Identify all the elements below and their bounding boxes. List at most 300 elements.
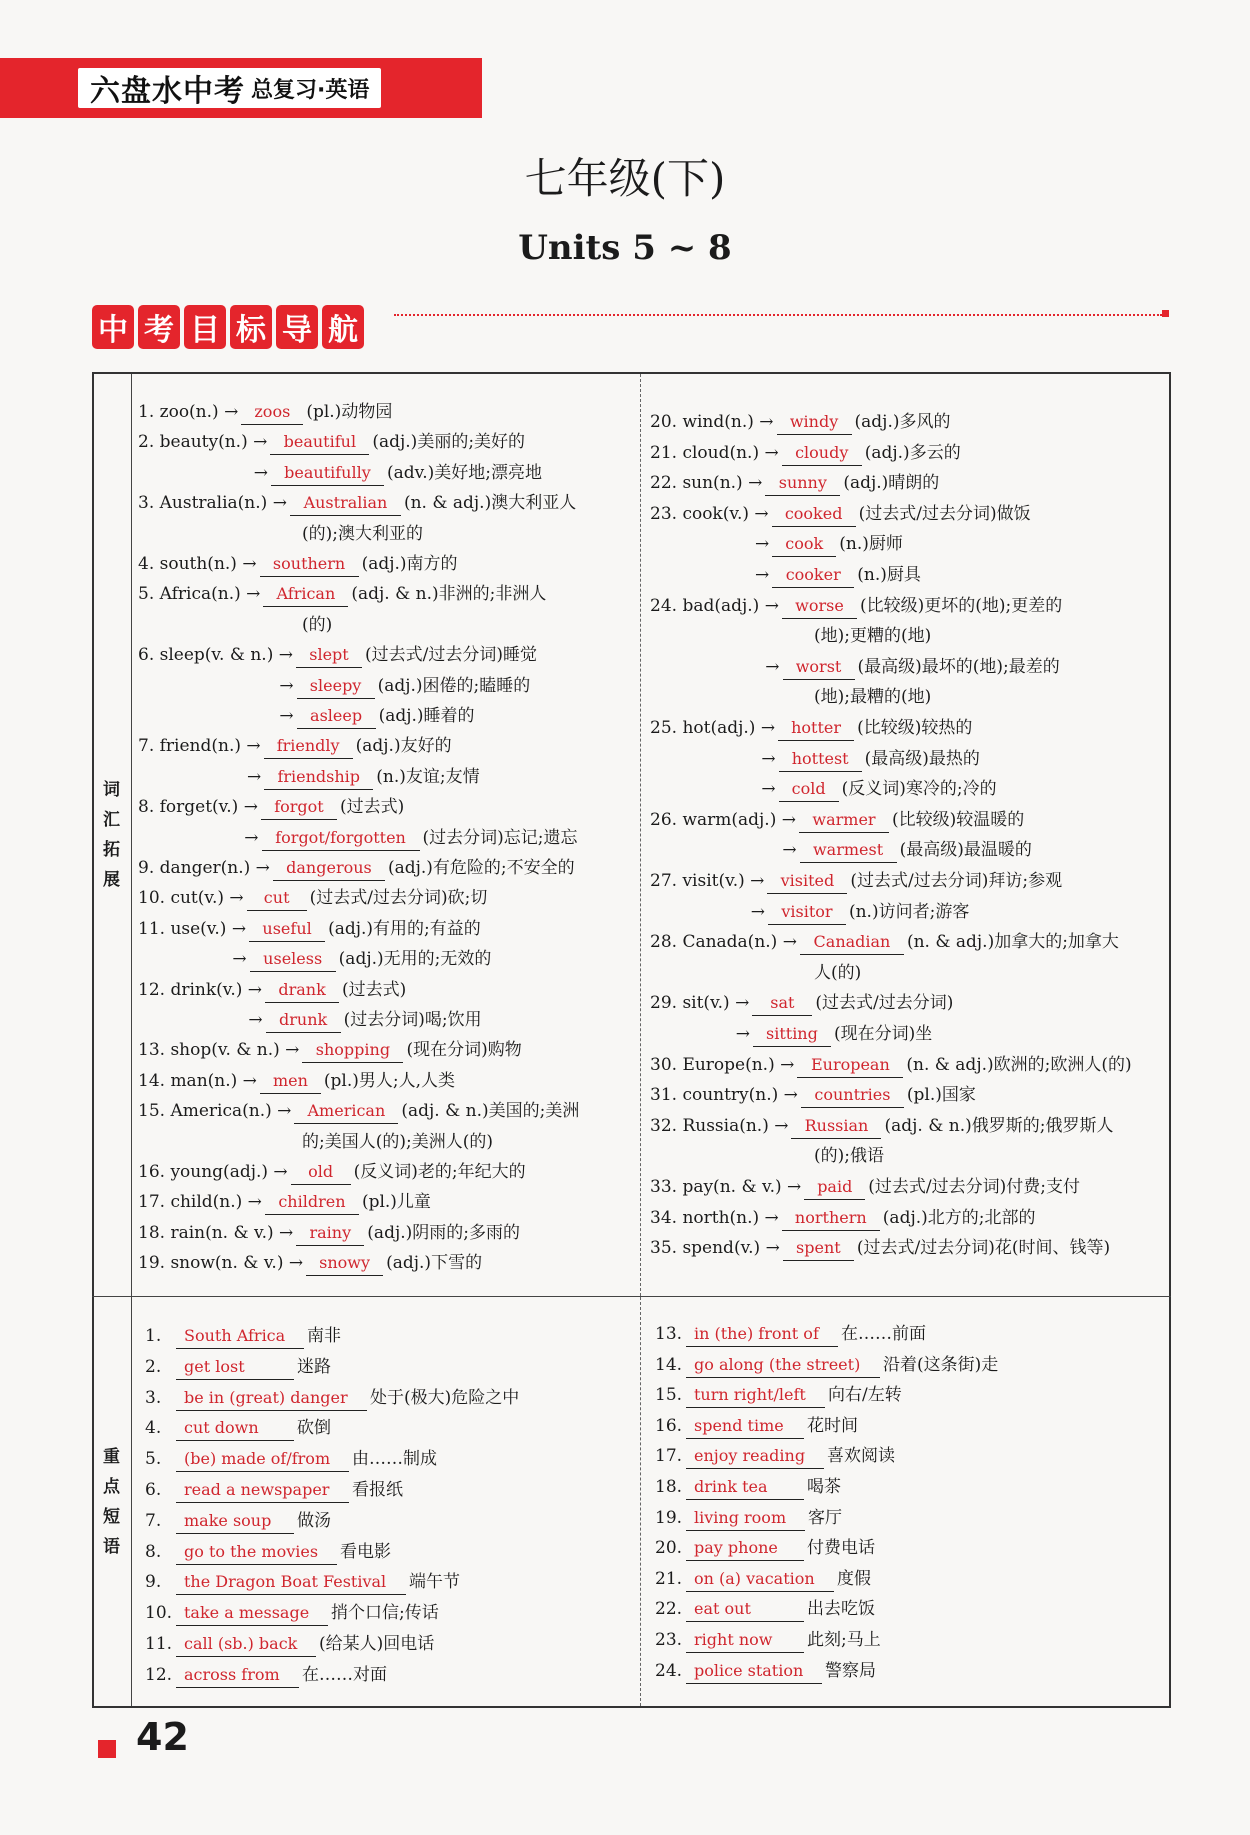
vocab-column-divider: [640, 374, 641, 1296]
vocab-answer: friendship: [264, 765, 373, 790]
vocab-prompt: 2. beauty(n.) →: [138, 432, 268, 453]
phrase-number: 19.: [655, 1507, 683, 1528]
vocab-entry: [244, 826, 577, 851]
phrase-meaning: 看电影: [340, 1541, 391, 1562]
vocab-entry: [138, 856, 575, 881]
vocab-answer: shopping: [302, 1038, 403, 1063]
phrase-entry: [145, 1478, 403, 1503]
vocab-answer: snowy: [306, 1251, 383, 1276]
vocab-entry: [765, 655, 1060, 680]
vocab-answer: men: [260, 1069, 321, 1094]
phrase-answer: in (the) front of: [686, 1322, 838, 1347]
phrase-meaning: 端午节: [409, 1572, 460, 1593]
phrase-number: 6.: [145, 1480, 162, 1500]
vocab-entry: [138, 400, 392, 425]
vocab-answer: friendly: [264, 734, 353, 759]
vocab-meaning: (过去式/过去分词)做饭: [858, 503, 1031, 524]
vocab-meaning: (n.)厨师: [839, 534, 903, 555]
vocab-entry: [814, 961, 861, 985]
vocab-meaning: 的;美国人(的);美洲人(的): [302, 1131, 493, 1152]
vocab-entry: [138, 978, 406, 1003]
vocab-meaning: (比较级)更坏的(地);更差的: [859, 595, 1063, 616]
phrase-meaning: (给某人)回电话: [319, 1634, 435, 1654]
vocab-entry: [650, 1053, 1132, 1078]
phrase-entry: [145, 1386, 519, 1411]
phrase-number: 14.: [655, 1354, 683, 1375]
vocab-meaning: (pl.)动物园: [306, 402, 393, 422]
vocab-entry: [279, 674, 530, 699]
vocab-prompt: 5. Africa(n.) →: [138, 584, 261, 605]
phrase-answer: spend time: [686, 1414, 804, 1439]
vocab-meaning: (adj.)北方的;北部的: [882, 1207, 1036, 1228]
vocab-answer: visited: [767, 869, 847, 894]
vocab-meaning: (adj.)困倦的;瞌睡的: [377, 675, 531, 696]
vocab-entry: [302, 1130, 493, 1154]
vocab-answer: useless: [250, 947, 336, 972]
vocab-section-label: [92, 374, 132, 1296]
vocab-entry: [650, 1083, 976, 1108]
vocab-answer: worst: [783, 655, 855, 680]
phrase-answer: turn right/left: [686, 1383, 825, 1408]
phrase-entry: [655, 1628, 881, 1653]
vocab-meaning: (的);俄语: [814, 1146, 884, 1167]
vocab-meaning: (n.)友谊;友情: [376, 766, 480, 787]
vocab-meaning: (地);最糟的(地): [814, 687, 932, 708]
brand-main: 六盘水中考: [90, 74, 245, 109]
phrase-entry: [145, 1601, 439, 1626]
phrase-answer: (be) made of/from: [176, 1447, 349, 1472]
vocab-prompt: →: [765, 656, 780, 677]
phrase-number: 20.: [655, 1538, 683, 1559]
phrase-number: 1.: [145, 1326, 162, 1346]
phrase-entry: [655, 1444, 895, 1469]
vocab-meaning: (现在分词)坐: [833, 1024, 933, 1044]
phrase-number: 21.: [655, 1568, 683, 1589]
vocab-entry: [138, 582, 546, 607]
vocab-answer: cooked: [772, 502, 856, 527]
vocab-entry: [138, 1221, 520, 1246]
vocab-meaning: (过去式/过去分词)付费;支付: [868, 1177, 1080, 1197]
vocab-meaning: (pl.)国家: [906, 1085, 976, 1106]
phrase-column-divider: [640, 1297, 641, 1706]
vocab-answer: African: [263, 582, 348, 607]
label-char: 语: [103, 1536, 120, 1557]
phrase-answer: on (a) vacation: [686, 1567, 834, 1592]
phrase-answer: go to the movies: [176, 1540, 337, 1565]
vocab-answer: sleepy: [297, 674, 375, 699]
vocab-entry: [650, 991, 953, 1016]
phrase-answer: get lost: [176, 1355, 294, 1380]
phrase-section-label: [92, 1297, 132, 1706]
phrase-answer: make soup: [176, 1509, 294, 1534]
phrase-number: 15.: [655, 1385, 683, 1406]
vocab-meaning: (adj.)多风的: [854, 412, 951, 432]
phrase-meaning: 度假: [837, 1568, 871, 1589]
vocab-prompt: 24. bad(adj.) →: [650, 595, 779, 616]
phrase-meaning: 付费电话: [807, 1538, 875, 1559]
vocab-answer: northern: [782, 1206, 880, 1231]
vocab-prompt: 22. sun(n.) →: [650, 473, 763, 494]
vocab-entry: [302, 613, 332, 637]
heading-rule-end: [1162, 310, 1169, 317]
vocab-entry: [782, 838, 1032, 863]
vocab-meaning: (adj. & n.)俄罗斯的;俄罗斯人: [884, 1115, 1114, 1136]
vocab-meaning: (n. & adj.)加拿大的;加拿大: [906, 932, 1119, 953]
phrase-entry: [655, 1414, 858, 1439]
vocab-prompt: 3. Australia(n.) →: [138, 493, 287, 514]
phrase-answer: be in (great) danger: [176, 1386, 367, 1411]
vocab-answer: Australian: [290, 491, 401, 516]
vocab-meaning: (的);澳大利亚的: [302, 523, 423, 544]
vocab-entry: [138, 1069, 455, 1094]
vocab-meaning: (adj.)无用的;无效的: [338, 949, 492, 970]
vocab-entry: [138, 1160, 526, 1185]
vocab-entry: [138, 643, 537, 668]
page-number-marker: [98, 1740, 116, 1758]
vocab-answer: cooker: [772, 563, 854, 588]
section-heading-char: 中: [92, 305, 134, 349]
vocab-meaning: (现在分词)购物: [406, 1040, 522, 1061]
vocab-meaning: (pl.)男人;人,人类: [323, 1070, 456, 1091]
phrase-number: 3.: [145, 1387, 162, 1408]
vocab-entry: [650, 808, 1024, 833]
vocab-entry: [138, 1251, 482, 1276]
vocab-answer: children: [265, 1190, 359, 1215]
section-divider: [92, 1296, 1171, 1297]
phrase-meaning: 喜欢阅读: [827, 1446, 895, 1467]
vocab-answer: windy: [777, 410, 852, 435]
section-heading: [92, 305, 364, 349]
brand-sub: 总复习·英语: [251, 77, 370, 103]
page-subtitle: Units 5 ~ 8: [518, 228, 732, 268]
vocab-prompt: →: [754, 565, 770, 585]
phrase-number: 23.: [655, 1630, 683, 1650]
vocab-prompt: →: [761, 748, 776, 769]
vocab-entry: [650, 594, 1062, 619]
vocab-answer: slept: [296, 643, 362, 668]
vocab-meaning: (过去式/过去分词)砍;切: [309, 888, 488, 909]
vocab-prompt: →: [279, 706, 294, 726]
vocab-entry: [254, 461, 542, 486]
phrase-answer: living room: [686, 1506, 805, 1531]
vocab-prompt: 21. cloud(n.) →: [650, 442, 779, 463]
vocab-entry: [232, 947, 491, 972]
vocab-prompt: →: [735, 1024, 750, 1044]
vocab-prompt: 33. pay(n. & v.) →: [650, 1177, 802, 1197]
vocab-meaning: (n. & adj.)欧洲的;欧洲人(的): [906, 1054, 1132, 1075]
vocab-prompt: 31. country(n.) →: [650, 1085, 798, 1106]
vocab-meaning: (过去式): [339, 797, 405, 818]
phrase-answer: read a newspaper: [176, 1478, 349, 1503]
vocab-prompt: 4. south(n.) →: [138, 554, 257, 574]
phrase-meaning: 客厅: [808, 1507, 842, 1528]
vocab-prompt: 7. friend(n.) →: [138, 736, 261, 757]
page-title: 七年级(下): [524, 154, 726, 203]
vocab-entry: [138, 552, 458, 577]
vocab-answer: warmest: [800, 838, 897, 863]
vocab-prompt: 16. young(adj.) →: [138, 1162, 288, 1182]
vocab-prompt: 35. spend(v.) →: [650, 1238, 780, 1259]
vocab-entry: [650, 716, 972, 741]
vocab-answer: rainy: [296, 1221, 364, 1246]
label-char: 展: [103, 870, 120, 890]
vocab-answer: southern: [260, 552, 359, 577]
label-char: 重: [103, 1446, 120, 1467]
label-char: 汇: [103, 810, 120, 830]
vocab-answer: paid: [804, 1175, 865, 1200]
vocab-prompt: →: [782, 840, 797, 861]
vocab-answer: zoos: [241, 400, 303, 425]
vocab-entry: [755, 532, 903, 557]
brand-box: [78, 68, 381, 108]
vocab-prompt: 18. rain(n. & v.) →: [138, 1222, 294, 1243]
phrase-number: 11.: [145, 1634, 173, 1654]
vocab-answer: cook: [772, 532, 836, 557]
vocab-entry: [650, 1236, 1110, 1261]
vocab-answer: drunk: [266, 1008, 341, 1033]
vocab-answer: European: [797, 1053, 903, 1078]
vocab-answer: countries: [801, 1083, 904, 1108]
phrase-entry: [655, 1353, 998, 1378]
phrase-answer: across from: [176, 1663, 299, 1688]
vocab-meaning: (adj.)有危险的;不安全的: [387, 858, 575, 878]
vocab-entry: [650, 502, 1031, 527]
vocab-meaning: (过去式): [342, 979, 407, 1000]
phrase-meaning: 在……对面: [302, 1664, 387, 1685]
phrase-entry: [145, 1540, 391, 1565]
vocab-meaning: (过去式/过去分词)睡觉: [364, 645, 537, 666]
phrase-number: 18.: [655, 1477, 683, 1497]
vocab-prompt: 13. shop(v. & n.) →: [138, 1040, 300, 1061]
phrase-entry: [145, 1509, 331, 1534]
vocab-prompt: 1. zoo(n.) →: [138, 402, 239, 422]
vocab-entry: [138, 734, 452, 759]
vocab-prompt: 27. visit(v.) →: [650, 871, 765, 891]
vocab-prompt: 8. forget(v.) →: [138, 797, 258, 818]
vocab-entry: [138, 1099, 579, 1124]
phrase-meaning: 警察局: [825, 1660, 876, 1681]
vocab-entry: [247, 765, 480, 790]
vocab-prompt: 34. north(n.) →: [650, 1207, 779, 1228]
vocab-entry: [736, 1022, 933, 1047]
vocab-prompt: →: [754, 534, 770, 555]
vocab-answer: cold: [779, 777, 839, 802]
label-char: 词: [103, 780, 120, 800]
vocab-prompt: 30. Europe(n.) →: [650, 1054, 795, 1075]
vocab-answer: forgot/forgotten: [262, 826, 420, 851]
vocab-prompt: 9. danger(n.) →: [138, 858, 270, 878]
vocab-prompt: 20. wind(n.) →: [650, 412, 774, 432]
phrase-meaning: 看报纸: [352, 1480, 403, 1500]
vocab-meaning: (最高级)最坏的(地);最差的: [857, 656, 1060, 677]
vocab-prompt: 6. sleep(v. & n.) →: [138, 645, 293, 666]
vocab-answer: hottest: [779, 747, 862, 772]
phrase-answer: the Dragon Boat Festival: [176, 1570, 406, 1595]
vocab-answer: cut: [247, 886, 307, 911]
phrase-entry: [145, 1416, 331, 1441]
phrase-answer: police station: [686, 1659, 822, 1684]
vocab-answer: warmer: [799, 808, 889, 833]
vocab-answer: cloudy: [782, 441, 862, 466]
vocab-meaning: (adj.)友好的: [355, 736, 452, 757]
vocab-meaning: (的): [302, 614, 333, 635]
phrase-number: 22.: [655, 1599, 683, 1620]
vocab-prompt: 23. cook(v.) →: [650, 503, 769, 524]
phrase-meaning: 处于(极大)危险之中: [370, 1387, 520, 1408]
vocab-meaning: (n.)访问者;游客: [848, 901, 970, 922]
phrase-entry: [655, 1659, 876, 1684]
phrase-entry: [655, 1383, 902, 1408]
phrase-number: 17.: [655, 1446, 683, 1467]
vocab-answer: sat: [752, 991, 812, 1016]
phrase-meaning: 沿着(这条街)走: [883, 1354, 999, 1375]
vocab-prompt: →: [248, 1010, 263, 1030]
vocab-prompt: →: [750, 901, 765, 922]
vocab-answer: forgot: [261, 795, 337, 820]
vocab-meaning: (pl.)儿童: [361, 1192, 431, 1213]
phrase-meaning: 出去吃饭: [807, 1599, 875, 1620]
phrase-number: 10.: [145, 1603, 173, 1624]
vocab-answer: spent: [783, 1236, 854, 1261]
phrase-answer: drink tea: [686, 1475, 804, 1500]
vocab-prompt: →: [253, 462, 268, 483]
vocab-answer: Russian: [791, 1114, 881, 1139]
vocab-meaning: (adj. & n.)非洲的;非洲人: [351, 584, 547, 605]
vocab-meaning: (过去分词)喝;饮用: [343, 1010, 482, 1030]
section-heading-char: 导: [276, 305, 318, 349]
vocab-prompt: →: [244, 827, 259, 848]
phrase-entry: [145, 1632, 434, 1657]
phrase-entry: [655, 1506, 842, 1531]
phrase-meaning: 做汤: [297, 1510, 331, 1531]
vocab-meaning: (adj.)睡着的: [378, 706, 475, 726]
phrase-answer: call (sb.) back: [176, 1632, 316, 1657]
vocab-entry: [302, 522, 423, 546]
vocab-entry: [761, 777, 996, 802]
vocab-prompt: →: [761, 779, 776, 800]
vocab-entry: [138, 430, 525, 455]
label-char: 点: [103, 1476, 120, 1497]
vocab-meaning: (最高级)最温暖的: [899, 840, 1032, 861]
vocab-answer: old: [291, 1160, 351, 1185]
phrase-entry: [655, 1475, 841, 1500]
phrase-entry: [145, 1570, 460, 1595]
phrase-number: 8.: [145, 1541, 162, 1562]
vocab-entry: [279, 704, 474, 729]
vocab-answer: sitting: [753, 1022, 831, 1047]
phrase-answer: right now: [686, 1628, 804, 1653]
phrase-answer: cut down: [176, 1416, 294, 1441]
vocab-prompt: 12. drink(v.) →: [138, 979, 263, 1000]
vocab-entry: [138, 1190, 431, 1215]
vocab-entry: [650, 441, 961, 466]
section-heading-char: 航: [322, 305, 364, 349]
phrase-entry: [655, 1536, 875, 1561]
vocab-answer: sunny: [765, 471, 840, 496]
vocab-answer: hotter: [778, 716, 854, 741]
vocab-meaning: (adj.)多云的: [864, 442, 961, 463]
vocab-entry: [248, 1008, 481, 1033]
vocab-entry: [138, 795, 404, 820]
vocab-entry: [650, 1175, 1080, 1200]
vocab-meaning: (过去式/过去分词)拜访;参观: [850, 871, 1063, 891]
vocab-meaning: (adj.)晴朗的: [843, 473, 940, 494]
header-banner: [0, 58, 482, 118]
phrase-number: 13.: [655, 1324, 683, 1344]
phrase-entry: [145, 1447, 437, 1472]
vocab-meaning: (adj.)阴雨的;多雨的: [367, 1222, 520, 1243]
phrase-number: 12.: [145, 1664, 173, 1685]
phrase-number: 24.: [655, 1660, 683, 1681]
vocab-entry: [755, 563, 921, 588]
vocab-answer: American: [294, 1099, 398, 1124]
phrase-meaning: 花时间: [807, 1415, 858, 1436]
vocab-entry: [650, 410, 951, 435]
phrase-entry: [655, 1597, 875, 1622]
phrase-meaning: 向右/左转: [828, 1385, 902, 1406]
vocab-entry: [751, 900, 970, 925]
phrase-entry: [145, 1324, 341, 1349]
vocab-meaning: (adj.)下雪的: [386, 1253, 483, 1274]
section-heading-char: 目: [184, 305, 226, 349]
phrase-entry: [145, 1663, 387, 1688]
vocab-entry: [650, 1206, 1035, 1231]
vocab-prompt: →: [279, 675, 294, 696]
section-heading-char: 标: [230, 305, 272, 349]
vocab-answer: asleep: [297, 704, 376, 729]
vocab-meaning: (adj.)有用的;有益的: [328, 918, 481, 939]
vocab-entry: [761, 747, 980, 772]
label-char: 拓: [103, 840, 120, 860]
vocab-meaning: (过去式/过去分词): [815, 993, 954, 1014]
vocab-entry: [814, 624, 931, 648]
phrase-number: 4.: [145, 1418, 162, 1439]
phrase-number: 7.: [145, 1510, 162, 1531]
vocab-meaning: (比较级)较温暖的: [891, 809, 1025, 830]
phrase-number: 2.: [145, 1356, 162, 1377]
label-char: 短: [103, 1506, 120, 1527]
vocab-prompt: 25. hot(adj.) →: [650, 718, 776, 738]
phrase-number: 9.: [145, 1572, 162, 1593]
vocab-answer: worse: [782, 594, 857, 619]
phrase-meaning: 迷路: [297, 1356, 331, 1377]
vocab-entry: [814, 685, 931, 709]
vocab-meaning: (地);更糟的(地): [814, 626, 932, 647]
vocab-meaning: (过去分词)忘记;遗忘: [422, 827, 578, 848]
vocab-meaning: (adj. & n.)美国的;美洲: [401, 1101, 580, 1122]
vocab-answer: beautifully: [271, 461, 384, 486]
phrase-meaning: 南非: [307, 1326, 341, 1346]
phrase-answer: South Africa: [176, 1324, 304, 1349]
vocab-answer: dangerous: [273, 856, 385, 881]
vocab-entry: [650, 930, 1119, 955]
vocab-prompt: 17. child(n.) →: [138, 1192, 262, 1213]
phrase-entry: [655, 1567, 871, 1592]
vocab-meaning: (反义词)寒冷的;冷的: [841, 779, 997, 800]
vocab-entry: [138, 917, 481, 942]
vocab-entry: [138, 886, 487, 911]
vocab-prompt: 10. cut(v.) →: [138, 888, 244, 909]
vocab-meaning: 人(的): [814, 962, 862, 983]
phrase-number: 5.: [145, 1449, 162, 1470]
vocab-answer: drank: [265, 978, 339, 1003]
vocab-prompt: →: [232, 949, 247, 970]
heading-dotted-rule: [394, 314, 1162, 316]
vocab-answer: visitor: [768, 900, 846, 925]
vocab-prompt: 11. use(v.) →: [138, 918, 247, 939]
vocab-entry: [138, 1038, 522, 1063]
vocab-entry: [814, 1144, 884, 1168]
